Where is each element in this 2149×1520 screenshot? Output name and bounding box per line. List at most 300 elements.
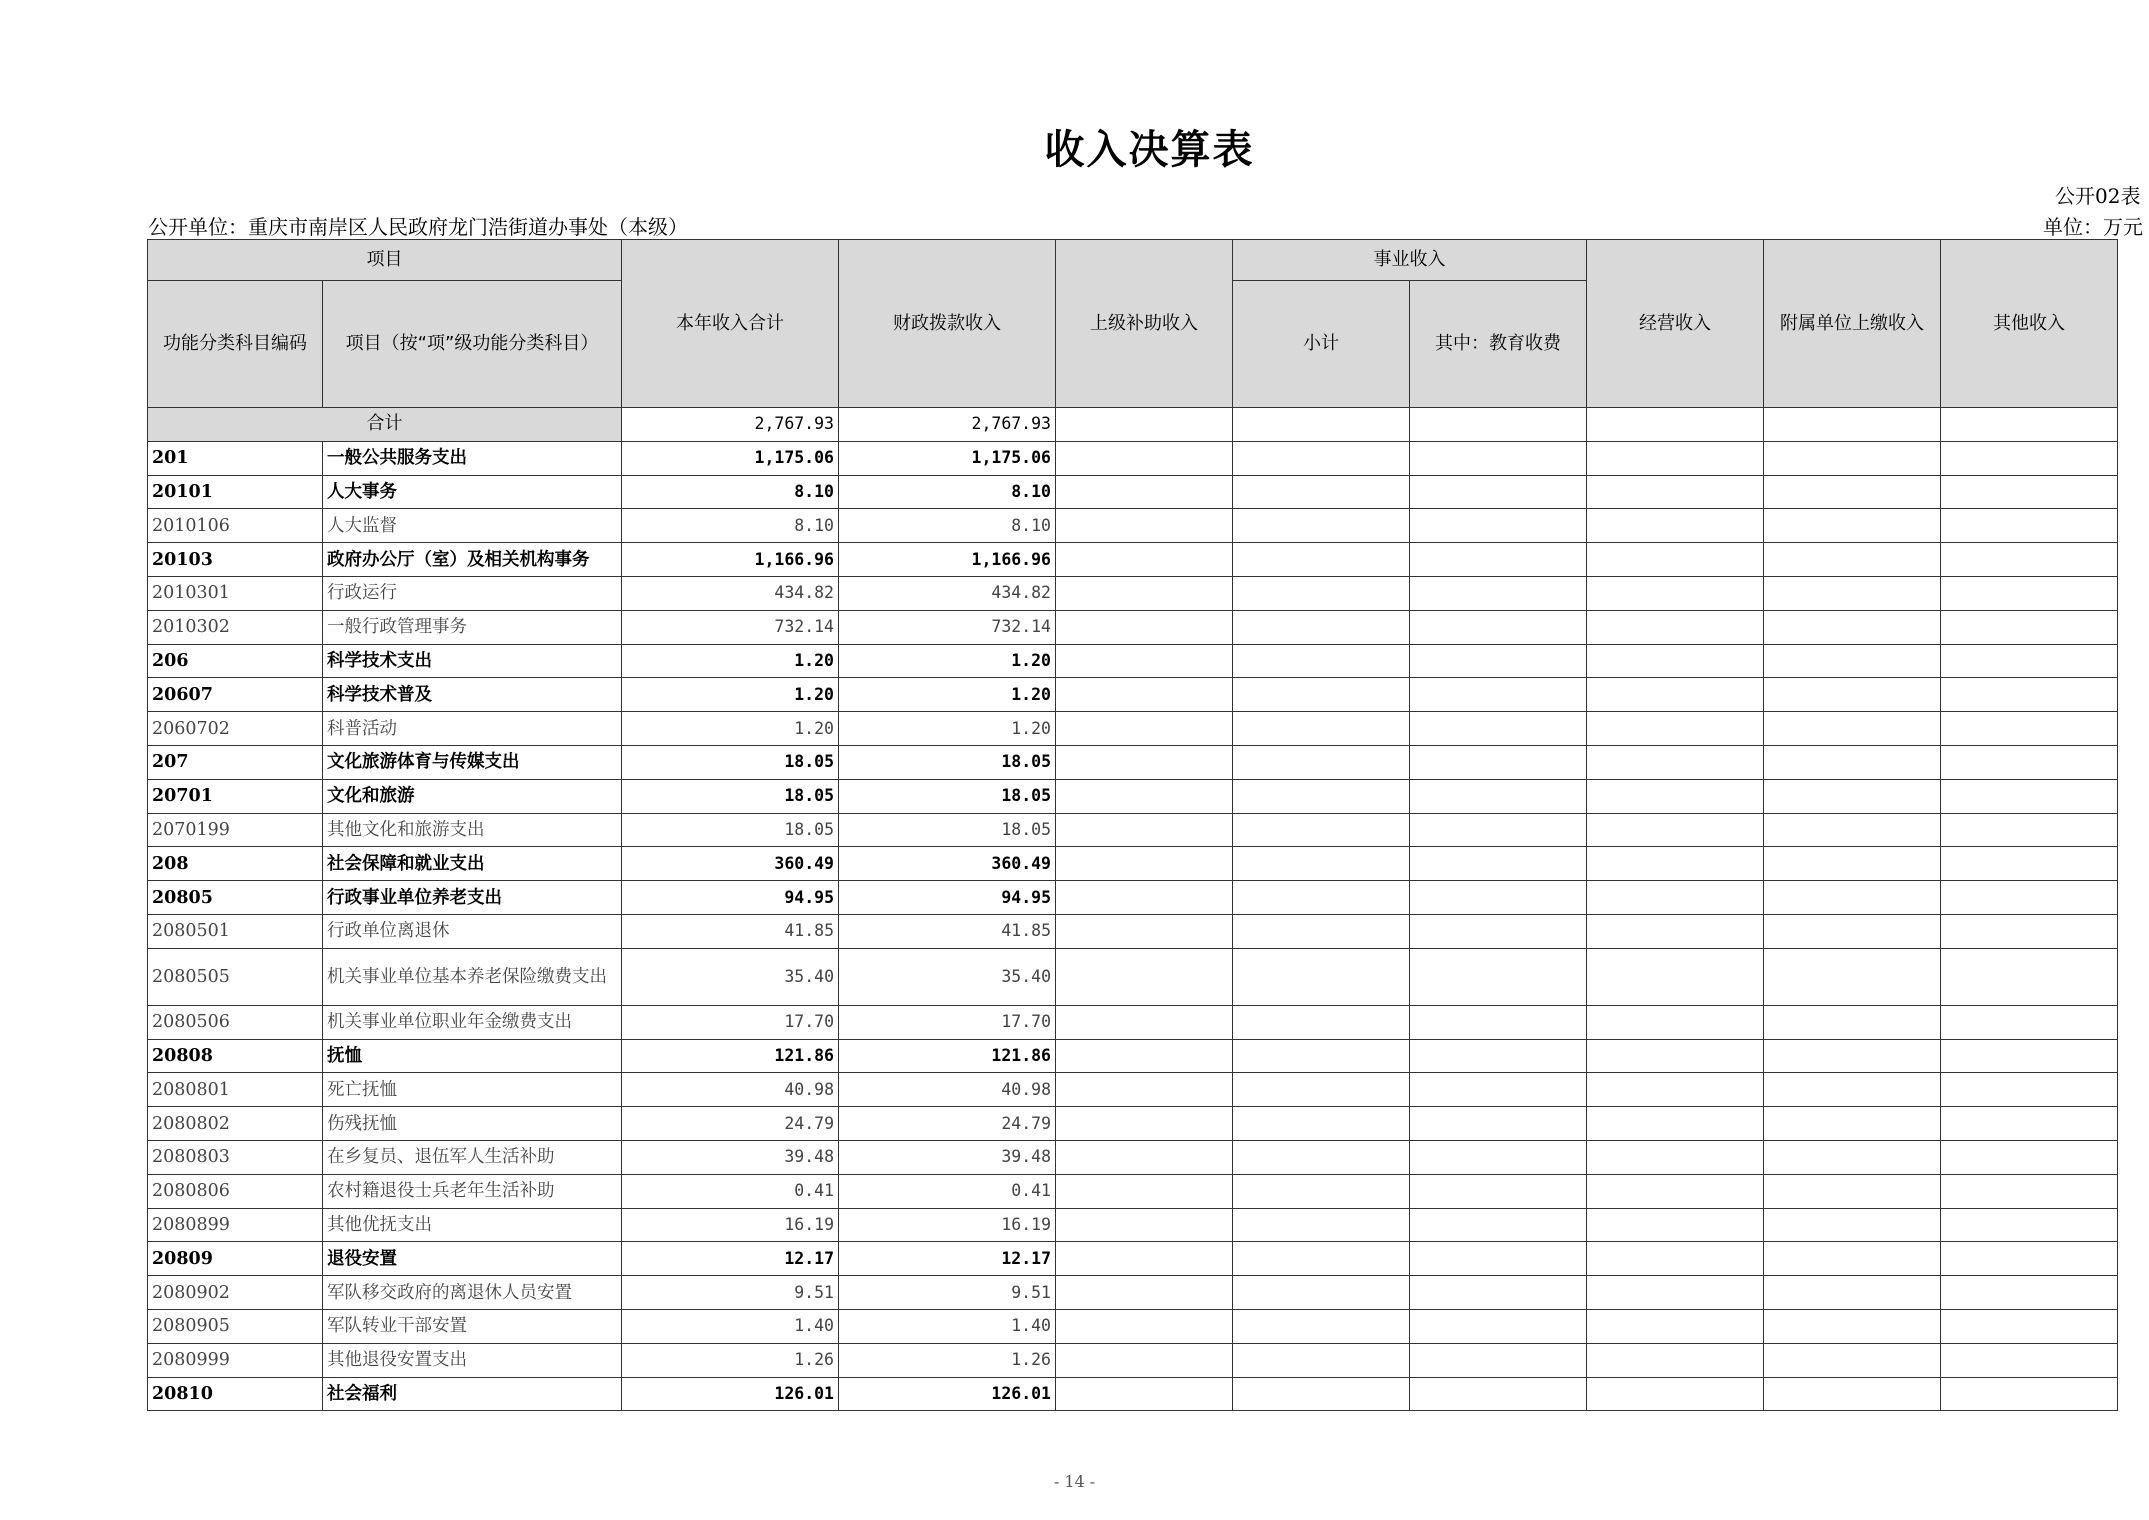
code-header: 功能分类科目编码 (148, 281, 323, 408)
empty-cell (1410, 1174, 1587, 1208)
name-cell: 伤残抚恤 (323, 1107, 622, 1141)
table-row (148, 1208, 2118, 1242)
total-income-cell: 39.48 (622, 1140, 839, 1174)
empty-cell (1587, 779, 1764, 813)
code-cell: 20701 (148, 779, 323, 813)
name-cell: 退役安置 (323, 1242, 622, 1276)
empty-cell (1764, 813, 1941, 847)
empty-cell (1233, 441, 1410, 475)
empty-cell (1941, 914, 2118, 948)
empty-cell (1233, 1377, 1410, 1411)
empty-cell (1764, 1343, 1941, 1377)
empty-cell (1941, 610, 2118, 644)
empty-cell (1941, 543, 2118, 577)
table-row (148, 1309, 2118, 1343)
name-cell: 一般公共服务支出 (323, 441, 622, 475)
name-cell: 军队移交政府的离退休人员安置 (323, 1276, 622, 1310)
total-income-cell: 8.10 (622, 509, 839, 543)
empty-cell (1587, 881, 1764, 915)
empty-cell (1764, 1242, 1941, 1276)
code-cell: 2070199 (148, 813, 323, 847)
empty-cell (1410, 1309, 1587, 1343)
empty-cell (1233, 1005, 1410, 1039)
table-row (148, 847, 2118, 881)
table-row (148, 1039, 2118, 1073)
empty-cell (1410, 1276, 1587, 1310)
empty-cell (1587, 1039, 1764, 1073)
table-row (148, 1005, 2118, 1039)
table-row (148, 1276, 2118, 1310)
name-cell: 政府办公厅（室）及相关机构事务 (323, 543, 622, 577)
empty-cell (1056, 1005, 1233, 1039)
empty-cell (1410, 881, 1587, 915)
empty-cell (1410, 543, 1587, 577)
empty-cell (1587, 1140, 1764, 1174)
empty-cell (1587, 1377, 1764, 1411)
name-cell: 行政运行 (323, 576, 622, 610)
code-cell: 2080902 (148, 1276, 323, 1310)
empty-cell (1941, 813, 2118, 847)
total-income-cell: 1.20 (622, 678, 839, 712)
empty-cell (1587, 441, 1764, 475)
code-cell: 2080899 (148, 1208, 323, 1242)
empty-cell (1410, 914, 1587, 948)
name-cell: 军队转业干部安置 (323, 1309, 622, 1343)
empty-cell (1764, 509, 1941, 543)
empty-cell (1764, 610, 1941, 644)
empty-cell (1410, 1343, 1587, 1377)
code-cell: 20810 (148, 1377, 323, 1411)
empty-cell (1233, 1242, 1410, 1276)
empty-cell (1056, 1309, 1233, 1343)
total-income-cell: 18.05 (622, 745, 839, 779)
empty-cell (1764, 914, 1941, 948)
empty-cell (1410, 475, 1587, 509)
page-title: 收入决算表 (1044, 127, 1255, 173)
empty-cell (1233, 644, 1410, 678)
empty-cell (1056, 914, 1233, 948)
name-cell: 科学技术普及 (323, 678, 622, 712)
code-cell: 2010106 (148, 509, 323, 543)
empty-cell (1587, 745, 1764, 779)
form-number: 公开02表 (2055, 184, 2141, 208)
empty-cell (1941, 745, 2118, 779)
empty-cell (1941, 1343, 2118, 1377)
empty-cell (1233, 475, 1410, 509)
empty-cell (1764, 441, 1941, 475)
table-row (148, 1242, 2118, 1276)
total-income-header: 本年收入合计 (622, 240, 839, 408)
fiscal-cell: 9.51 (839, 1276, 1056, 1310)
name-cell: 文化旅游体育与传媒支出 (323, 745, 622, 779)
empty-cell (1587, 1073, 1764, 1107)
fiscal-cell: 12.17 (839, 1242, 1056, 1276)
empty-cell (1764, 712, 1941, 746)
income-statement-table (147, 239, 2118, 1411)
total-income-cell: 1.20 (622, 712, 839, 746)
fiscal-cell: 1.20 (839, 712, 1056, 746)
empty-cell (1587, 914, 1764, 948)
empty-cell (1587, 644, 1764, 678)
code-cell: 206 (148, 644, 323, 678)
table-row (148, 576, 2118, 610)
table-row (148, 678, 2118, 712)
empty-cell (1764, 1377, 1941, 1411)
empty-cell (1587, 1343, 1764, 1377)
empty-cell (1941, 678, 2118, 712)
empty-cell (1233, 881, 1410, 915)
empty-cell (1410, 1377, 1587, 1411)
empty-cell (1056, 644, 1233, 678)
name-cell: 科普活动 (323, 712, 622, 746)
name-cell: 行政单位离退休 (323, 914, 622, 948)
empty-cell (1056, 1208, 1233, 1242)
total-income-cell: 9.51 (622, 1276, 839, 1310)
empty-cell (1410, 745, 1587, 779)
total-row (148, 408, 2118, 442)
empty-cell (1056, 1343, 1233, 1377)
empty-cell (1056, 1377, 1233, 1411)
total-income-cell: 121.86 (622, 1039, 839, 1073)
empty-cell (1764, 1174, 1941, 1208)
superior-subsidy-header: 上级补助收入 (1056, 240, 1233, 408)
empty-cell (1764, 1309, 1941, 1343)
empty-cell (1233, 1107, 1410, 1141)
subtotal-header: 小计 (1233, 281, 1410, 408)
empty-cell (1587, 610, 1764, 644)
fiscal-cell: 434.82 (839, 576, 1056, 610)
name-cell: 机关事业单位职业年金缴费支出 (323, 1005, 622, 1039)
fiscal-cell: 1.40 (839, 1309, 1056, 1343)
empty-cell (1587, 1174, 1764, 1208)
total-income-cell: 1,166.96 (622, 543, 839, 577)
empty-cell (1056, 1107, 1233, 1141)
fiscal-cell: 1.20 (839, 644, 1056, 678)
total-income-cell: 18.05 (622, 779, 839, 813)
code-cell: 207 (148, 745, 323, 779)
fiscal-cell: 24.79 (839, 1107, 1056, 1141)
empty-cell (1410, 847, 1587, 881)
total-income-cell: 732.14 (622, 610, 839, 644)
name-cell: 一般行政管理事务 (323, 610, 622, 644)
empty-cell (1233, 509, 1410, 543)
empty-cell (1587, 408, 1764, 442)
code-cell: 2080801 (148, 1073, 323, 1107)
table-row (148, 813, 2118, 847)
empty-cell (1056, 948, 1233, 1005)
fiscal-cell: 8.10 (839, 475, 1056, 509)
empty-cell (1056, 1242, 1233, 1276)
table-row (148, 1343, 2118, 1377)
fiscal-cell: 41.85 (839, 914, 1056, 948)
empty-cell (1764, 1073, 1941, 1107)
total-income-value: 2,767.93 (622, 408, 839, 442)
empty-cell (1410, 644, 1587, 678)
table-row (148, 745, 2118, 779)
empty-cell (1056, 543, 1233, 577)
empty-cell (1410, 1208, 1587, 1242)
empty-cell (1056, 678, 1233, 712)
empty-cell (1233, 847, 1410, 881)
empty-cell (1233, 914, 1410, 948)
empty-cell (1764, 408, 1941, 442)
code-cell: 2080501 (148, 914, 323, 948)
name-cell: 科学技术支出 (323, 644, 622, 678)
empty-cell (1056, 509, 1233, 543)
operating-income-header: 经营收入 (1587, 240, 1764, 408)
name-cell: 其他退役安置支出 (323, 1343, 622, 1377)
fiscal-appropriation-header: 财政拨款收入 (839, 240, 1056, 408)
empty-cell (1587, 1276, 1764, 1310)
empty-cell (1941, 441, 2118, 475)
empty-cell (1410, 610, 1587, 644)
total-income-cell: 40.98 (622, 1073, 839, 1107)
name-cell: 死亡抚恤 (323, 1073, 622, 1107)
empty-cell (1941, 1039, 2118, 1073)
table-row (148, 1107, 2118, 1141)
code-cell: 20607 (148, 678, 323, 712)
empty-cell (1233, 1276, 1410, 1310)
fiscal-cell: 40.98 (839, 1073, 1056, 1107)
empty-cell (1233, 813, 1410, 847)
total-income-cell: 18.05 (622, 813, 839, 847)
empty-cell (1056, 441, 1233, 475)
empty-cell (1056, 847, 1233, 881)
empty-cell (1233, 712, 1410, 746)
total-income-cell: 126.01 (622, 1377, 839, 1411)
table-row (148, 914, 2118, 948)
empty-cell (1941, 847, 2118, 881)
fiscal-cell: 1,175.06 (839, 441, 1056, 475)
empty-cell (1410, 1242, 1587, 1276)
empty-cell (1410, 1039, 1587, 1073)
fiscal-cell: 39.48 (839, 1140, 1056, 1174)
code-cell: 2080999 (148, 1343, 323, 1377)
empty-cell (1587, 509, 1764, 543)
total-income-cell: 434.82 (622, 576, 839, 610)
empty-cell (1233, 576, 1410, 610)
name-cell: 农村籍退役士兵老年生活补助 (323, 1174, 622, 1208)
empty-cell (1764, 1005, 1941, 1039)
empty-cell (1941, 475, 2118, 509)
empty-cell (1941, 1208, 2118, 1242)
table-row (148, 610, 2118, 644)
empty-cell (1056, 813, 1233, 847)
empty-cell (1056, 610, 1233, 644)
empty-cell (1764, 1208, 1941, 1242)
fiscal-cell: 1.20 (839, 678, 1056, 712)
name-cell: 社会福利 (323, 1377, 622, 1411)
currency-unit: 单位：万元 (2043, 215, 2143, 239)
empty-cell (1764, 543, 1941, 577)
total-income-cell: 94.95 (622, 881, 839, 915)
code-cell: 20805 (148, 881, 323, 915)
name-cell: 人大监督 (323, 509, 622, 543)
name-cell: 其他优抚支出 (323, 1208, 622, 1242)
empty-cell (1233, 610, 1410, 644)
empty-cell (1941, 1140, 2118, 1174)
empty-cell (1410, 576, 1587, 610)
code-cell: 2080905 (148, 1309, 323, 1343)
total-fiscal-value: 2,767.93 (839, 408, 1056, 442)
empty-cell (1587, 1309, 1764, 1343)
name-header: 项目（按“项”级功能分类科目） (323, 281, 622, 408)
empty-cell (1410, 408, 1587, 442)
empty-cell (1233, 1174, 1410, 1208)
empty-cell (1941, 1073, 2118, 1107)
empty-cell (1764, 1107, 1941, 1141)
empty-cell (1764, 1039, 1941, 1073)
empty-cell (1410, 1140, 1587, 1174)
empty-cell (1941, 644, 2118, 678)
table-row (148, 475, 2118, 509)
code-cell: 2080802 (148, 1107, 323, 1141)
empty-cell (1941, 1276, 2118, 1310)
empty-cell (1410, 441, 1587, 475)
total-income-cell: 1.20 (622, 644, 839, 678)
code-cell: 20103 (148, 543, 323, 577)
total-income-cell: 1.40 (622, 1309, 839, 1343)
empty-cell (1941, 948, 2118, 1005)
empty-cell (1410, 509, 1587, 543)
empty-cell (1587, 678, 1764, 712)
table-row (148, 543, 2118, 577)
code-cell: 208 (148, 847, 323, 881)
name-cell: 抚恤 (323, 1039, 622, 1073)
empty-cell (1233, 745, 1410, 779)
empty-cell (1233, 1140, 1410, 1174)
table-row (148, 1174, 2118, 1208)
empty-cell (1941, 1005, 2118, 1039)
empty-cell (1233, 1073, 1410, 1107)
empty-cell (1764, 576, 1941, 610)
empty-cell (1056, 475, 1233, 509)
empty-cell (1587, 1242, 1764, 1276)
empty-cell (1587, 475, 1764, 509)
empty-cell (1587, 813, 1764, 847)
empty-cell (1587, 948, 1764, 1005)
total-income-cell: 8.10 (622, 475, 839, 509)
empty-cell (1764, 1276, 1941, 1310)
code-cell: 2060702 (148, 712, 323, 746)
empty-cell (1410, 712, 1587, 746)
empty-cell (1233, 1309, 1410, 1343)
empty-cell (1587, 543, 1764, 577)
code-cell: 2080803 (148, 1140, 323, 1174)
table-row (148, 509, 2118, 543)
name-cell: 其他文化和旅游支出 (323, 813, 622, 847)
code-cell: 20101 (148, 475, 323, 509)
code-cell: 2080806 (148, 1174, 323, 1208)
empty-cell (1941, 1107, 2118, 1141)
fiscal-cell: 16.19 (839, 1208, 1056, 1242)
code-cell: 201 (148, 441, 323, 475)
business-income-header: 事业收入 (1233, 240, 1587, 281)
empty-cell (1410, 1005, 1587, 1039)
fiscal-cell: 360.49 (839, 847, 1056, 881)
empty-cell (1056, 1276, 1233, 1310)
table-row (148, 948, 2118, 1005)
empty-cell (1233, 408, 1410, 442)
name-cell: 社会保障和就业支出 (323, 847, 622, 881)
empty-cell (1764, 644, 1941, 678)
total-label: 合计 (148, 408, 622, 442)
code-cell: 2080505 (148, 948, 323, 1005)
table-row (148, 441, 2118, 475)
fiscal-cell: 121.86 (839, 1039, 1056, 1073)
fiscal-cell: 8.10 (839, 509, 1056, 543)
table-row (148, 1377, 2118, 1411)
empty-cell (1941, 712, 2118, 746)
total-income-cell: 0.41 (622, 1174, 839, 1208)
empty-cell (1410, 678, 1587, 712)
empty-cell (1941, 509, 2118, 543)
fiscal-cell: 1.26 (839, 1343, 1056, 1377)
item-group-header: 项目 (148, 240, 622, 281)
table-row (148, 779, 2118, 813)
empty-cell (1056, 745, 1233, 779)
empty-cell (1587, 1107, 1764, 1141)
reporting-organization: 公开单位：重庆市南岸区人民政府龙门浩街道办事处（本级） (148, 215, 688, 239)
empty-cell (1764, 678, 1941, 712)
total-income-cell: 1.26 (622, 1343, 839, 1377)
total-income-cell: 1,175.06 (622, 441, 839, 475)
code-cell: 2080506 (148, 1005, 323, 1039)
empty-cell (1410, 779, 1587, 813)
fiscal-cell: 94.95 (839, 881, 1056, 915)
empty-cell (1941, 1309, 2118, 1343)
empty-cell (1056, 881, 1233, 915)
total-income-cell: 41.85 (622, 914, 839, 948)
empty-cell (1587, 712, 1764, 746)
empty-cell (1764, 847, 1941, 881)
fiscal-cell: 18.05 (839, 779, 1056, 813)
empty-cell (1233, 678, 1410, 712)
table-row (148, 1073, 2118, 1107)
total-income-cell: 35.40 (622, 948, 839, 1005)
empty-cell (1764, 1140, 1941, 1174)
empty-cell (1941, 576, 2118, 610)
fiscal-cell: 126.01 (839, 1377, 1056, 1411)
code-cell: 20809 (148, 1242, 323, 1276)
education-fee-header: 其中：教育收费 (1410, 281, 1587, 408)
empty-cell (1764, 475, 1941, 509)
empty-cell (1056, 712, 1233, 746)
total-income-cell: 24.79 (622, 1107, 839, 1141)
fiscal-cell: 18.05 (839, 813, 1056, 847)
empty-cell (1056, 576, 1233, 610)
empty-cell (1587, 847, 1764, 881)
empty-cell (1764, 745, 1941, 779)
empty-cell (1764, 948, 1941, 1005)
fiscal-cell: 0.41 (839, 1174, 1056, 1208)
empty-cell (1764, 881, 1941, 915)
name-cell: 人大事务 (323, 475, 622, 509)
table-row (148, 712, 2118, 746)
empty-cell (1587, 1208, 1764, 1242)
name-cell: 机关事业单位基本养老保险缴费支出 (323, 948, 622, 1005)
empty-cell (1941, 1174, 2118, 1208)
empty-cell (1056, 1174, 1233, 1208)
fiscal-cell: 18.05 (839, 745, 1056, 779)
empty-cell (1410, 813, 1587, 847)
fiscal-cell: 732.14 (839, 610, 1056, 644)
code-cell: 2010301 (148, 576, 323, 610)
empty-cell (1941, 881, 2118, 915)
empty-cell (1587, 1005, 1764, 1039)
name-cell: 文化和旅游 (323, 779, 622, 813)
empty-cell (1941, 408, 2118, 442)
